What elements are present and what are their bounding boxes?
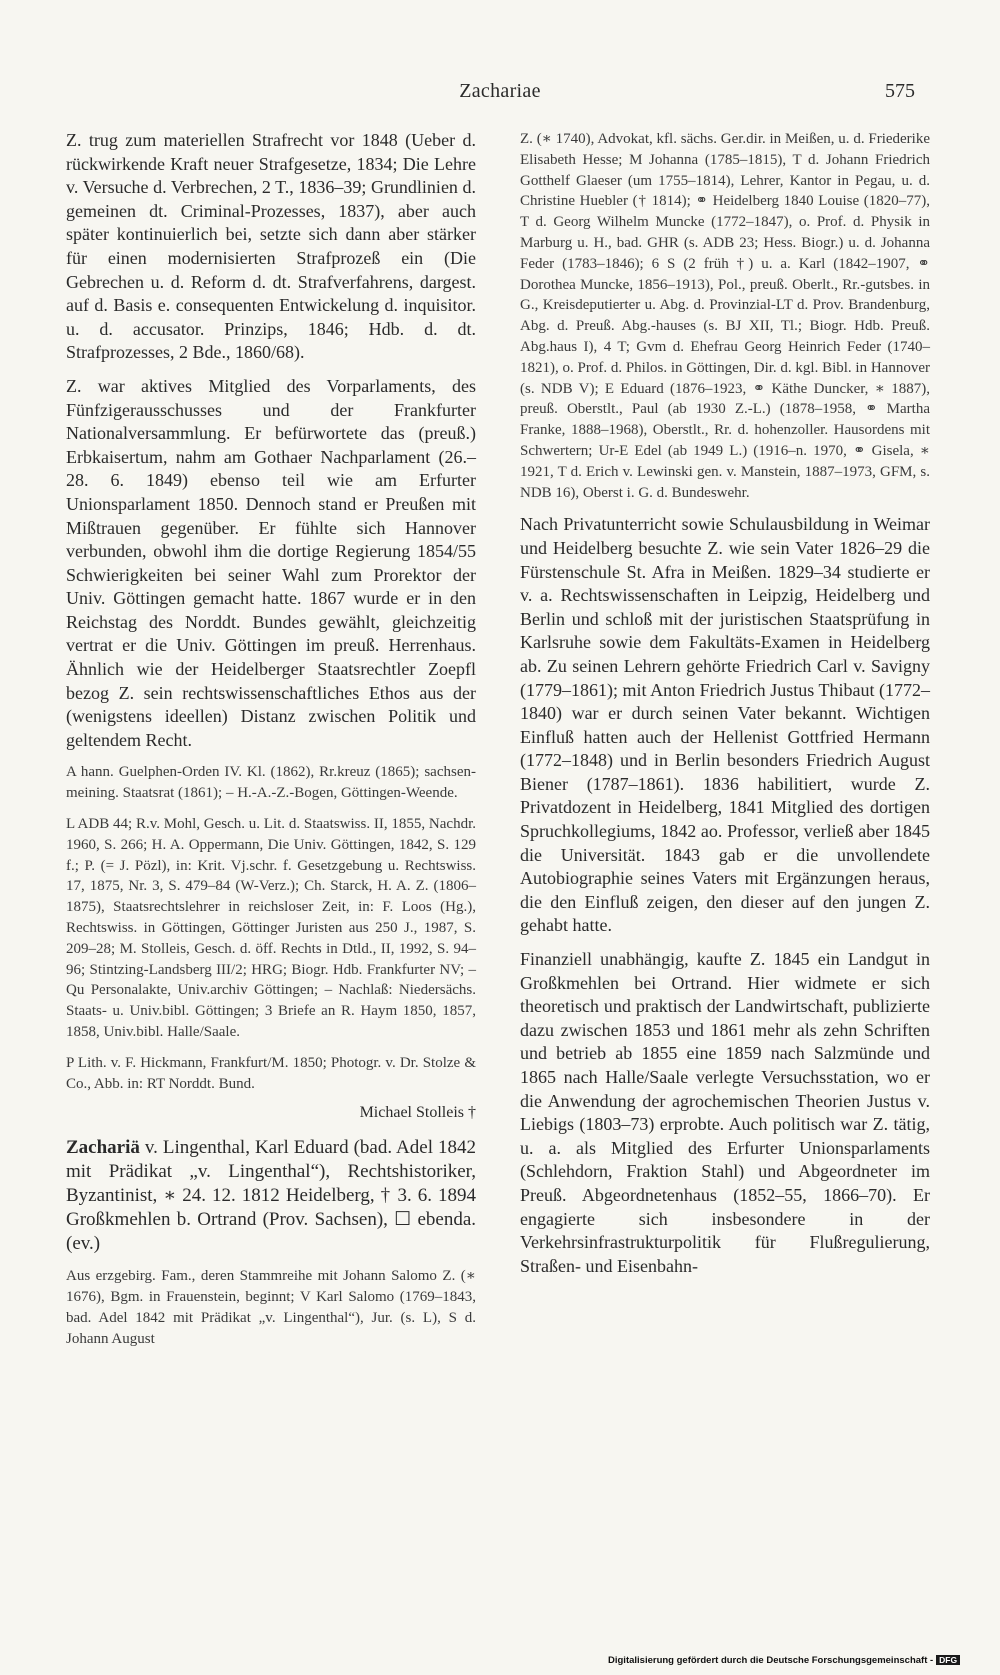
- paragraph-estate: Finanziell unabhängig, kaufte Z. 1845 ein Landgut in Großkmehlen bei Ortrand. Hier widmete er sich theoretisch und praktisch der Landwirtschaft, publizierte dazu zwischen 1853 und 1861 mehr als zehn Schriften und betrieb ab 1855 eine 1859 nach Salzmünde und 1865 nach Halle/Saale verlegte Versuchsstation, wo er die Anwendung der agrochemischen Theorien Justus v. Liebigs (1803–73) erprobte. Auch politisch war Z. tätig, u. a. als Mitglied des Erfurter Unionsparlaments (Schlehdorn, Fraktion Stahl) und Abgeordneter im Preuß. Abgeordnetenhaus (1852–55, 1866–70). Er engagierte sich insbesondere in der Verkehrsinfrastrukturpolitik für Flußregulierung, Straßen- und Eisenbahn-: [520, 949, 930, 1276]
- entry-headline: [66, 1136, 476, 1256]
- paragraph-criminal-law: Z. trug zum materiellen Strafrecht vor 1848 (Ueber d. rückwirkende Kraft neuer Strafgesetze, 1834; Die Lehre v. Versuche d. Verbrechen, 2 T., 1836–39; Grundlinien d. gemeinen dt. Criminal-Prozesses, 1837), aber auch später kontinuierlich bei, setzte sich dann aber stärker für einen modernisierten Strafprozeß ein (Die Gebrechen u. d. Reform d. dt. Strafverfahrens, dargest. auf d. Basis e. consequenten Entwickelung d. inquisitor. u. d. accusator. Prinzips, 1846; Hdb. d. dt. Strafprozesses, 2 Bde., 1860/68).: [66, 130, 476, 363]
- left-column: [66, 129, 476, 1360]
- awards-section: A hann. Guelphen-Orden IV. Kl. (1862), Rr.kreuz (1865); sachsen-meining. Staatsrat (1861); – H.-A.-Z.-Bogen, Göttingen-Weende.: [66, 764, 476, 802]
- literature-section: L ADB 44; R.v. Mohl, Gesch. u. Lit. d. Staatswiss. II, 1855, Nachdr. 1960, S. 266; H. A. Oppermann, Die Univ. Göttingen, 1842, S. 129 f.; P. (= J. Pözl), in: Krit. Vj.schr. f. Gesetzgebung u. Rechtswiss. 17, 1875, Nr. 3, S. 479–84 (W-Verz.); Ch. Starck, H. A. Z. (1806–1875), Staatsrechtslehrer in reichsloser Zeit, in: F. Loos (Hg.), Rechtswiss. in Göttingen, Göttinger Juristen aus 250 J., 1987, S. 209–28; M. Stolleis, Gesch. d. öff. Rechts in Dtld., II, 1992, S. 94–96; Stintzing-Landsberg III/2; HRG; Biogr. Hdb. Frankfurter NV; – Qu Personalakte, Univ.archiv Göttingen; – Nachlaß: Niedersächs. Staats- u. Univ.bibl. Göttingen; 3 Briefe an R. Haym 1850, 1857, 1858, Univ.bibl. Halle/Saale.: [66, 816, 476, 1040]
- page-number: 575: [885, 80, 915, 102]
- entry-name: Zachariä: [66, 1137, 140, 1159]
- digitization-credit: [608, 1655, 960, 1666]
- genealogy-section: Aus erzgebirg. Fam., deren Stammreihe mit Johann Salomo Z. (∗ 1676), Bgm. in Frauenstein, beginnt; V Karl Salomo (1769–1843, bad. Adel 1842 mit Prädikat „v. Lingenthal“), Jur. (s. L), S d. Johann August: [66, 1268, 476, 1347]
- entry-headline-rest: v. Lingenthal, Karl Eduard (bad. Adel 1842 mit Prädikat „v. Lingenthal“), Rechtshistoriker, Byzantinist, ∗ 24. 12. 1812 Heidelberg, † 3. 6. 1894 Großkmehlen b. Ortrand (Prov. Sachsen), ☐ ebenda. (ev.): [66, 1137, 476, 1255]
- paragraph-education: Nach Privatunterricht sowie Schulausbildung in Weimar und Heidelberg besuchte Z. wie sein Vater 1826–29 die Fürstenschule St. Afra in Meißen. 1829–34 studierte er v. a. Rechtswissenschaften in Leipzig, Heidelberg und Berlin und schloß mit der juristischen Staatsprüfung in Karlsruhe sowie dem Fakultäts-Examen in Heidelberg ab. Zu seinen Lehrern gehörte Friedrich Carl v. Savigny (1779–1861); mit Anton Friedrich Justus Thibaut (1772–1840) war er durch seinen Vater bekannt. Wichtigen Einfluß hatten auch der Hellenist Gottfried Hermann (1772–1848) und in Berlin besonders Friedrich August Biener (1787–1861). 1836 habilitiert, wurde Z. Privatdozent in Heidelberg, 1841 Mitglied des dortigen Spruchkollegiums, 1842 ao. Professor, verließ aber 1845 die Universität. 1843 gab er die unvollendete Autobiographie seines Vaters mit Ergänzungen heraus, die den Einfluß zeigen, den dieser auf den jungen Z. gehabt hatte.: [520, 514, 930, 936]
- genealogy-continuation: Z. (∗ 1740), Advokat, kfl. sächs. Ger.dir. in Meißen, u. d. Friederike Elisabeth Hesse; M Johanna (1785–1815), T d. Johann Friedrich Gotthelf Glaeser (um 1755–1814), Lehrer, Kantor in Pegau, u. d. Christine Huebler († 1814); ⚭ Heidelberg 1840 Louise (1820–77), T d. Georg Wilhelm Muncke (1772–1847), o. Prof. d. Physik in Marburg u. H., bad. GHR (s. ADB 23; Hess. Biogr.) u. d. Johanna Feder (1783–1846); 6 S (2 früh †) u. a. Karl (1842–1907, ⚭ Dorothea Muncke, 1856–1913), Pol., preuß. Oberlt., Rr.-gutsbes. in G., Kreisdeputierter u. Abg. d. Provinzial-LT d. Prov. Brandenburg, Abg. d. Preuß. Abg.-hauses (s. BJ XII, Tl.; Biogr. Hdb. Preuß. Abg.haus I), 4 T; Gvm d. Ehefrau Georg Heinrich Feder (1740–1821), o. Prof. d. Philos. in Göttingen, Dir. d. kgl. Bibl. in Hannover (s. NDB V); E Eduard (1876–1923, ⚭ Käthe Duncker, ∗ 1887), preuß. Oberstlt., Paul (ab 1930 Z.-L.) (1878–1958, ⚭ Martha Franke, 1888–1968), Oberstlt., Rr. d. hohenzoller. Hausordens mit Schwertern; Ur-E Edel (ab 1949 L.) (1916–n. 1970, ⚭ Gisela, ∗ 1921, T d. Erich v. Lewinski gen. v. Manstein, 1887–1973, GFM, s. NDB 16), Oberst i. G. d. Bundeswehr.: [520, 131, 930, 501]
- right-column: [520, 129, 930, 1288]
- paragraph-politics: Z. war aktives Mitglied des Vorparlaments, des Fünfzigerausschusses und der Frankfurter Nationalversammlung. Er befürwortete das (preuß.) Erbkaisertum, nahm am Gothaer Nachparlament (26.–28. 6. 1849) ebenso teil wie am Erfurter Unionsparlament 1850. Dennoch stand er Preußen mit Mißtrauen gegenüber. Er fühlte sich Hannover verbunden, obwohl ihm die dortige Regierung 1854/55 Schwierigkeiten bei seiner Wahl zum Prorektor der Univ. Göttingen gemacht hatte. 1867 wurde er in den Reichstag des Norddt. Bundes gewählt, gleichzeitig vertrat er die Univ. Göttingen im preuß. Herrenhaus. Ähnlich wie der Heidelberger Staatsrechtler Zoepfl bezog Z. sein rechtswissenschaftliches Ethos aus der (wenigstens ideellen) Distanz zwischen Politik und geltendem Recht.: [66, 375, 476, 750]
- author-signature: Michael Stolleis †: [359, 1104, 476, 1122]
- portraits-section: P Lith. v. F. Hickmann, Frankfurt/M. 1850; Photogr. v. Dr. Stolze & Co., Abb. in: RT Norddt. Bund.: [66, 1054, 476, 1092]
- credit-text: Digitalisierung gefördert durch die Deutsche Forschungsgemeinschaft -: [608, 1655, 934, 1666]
- dfg-logo: DFG: [936, 1655, 960, 1665]
- running-head: Zachariae: [459, 80, 541, 102]
